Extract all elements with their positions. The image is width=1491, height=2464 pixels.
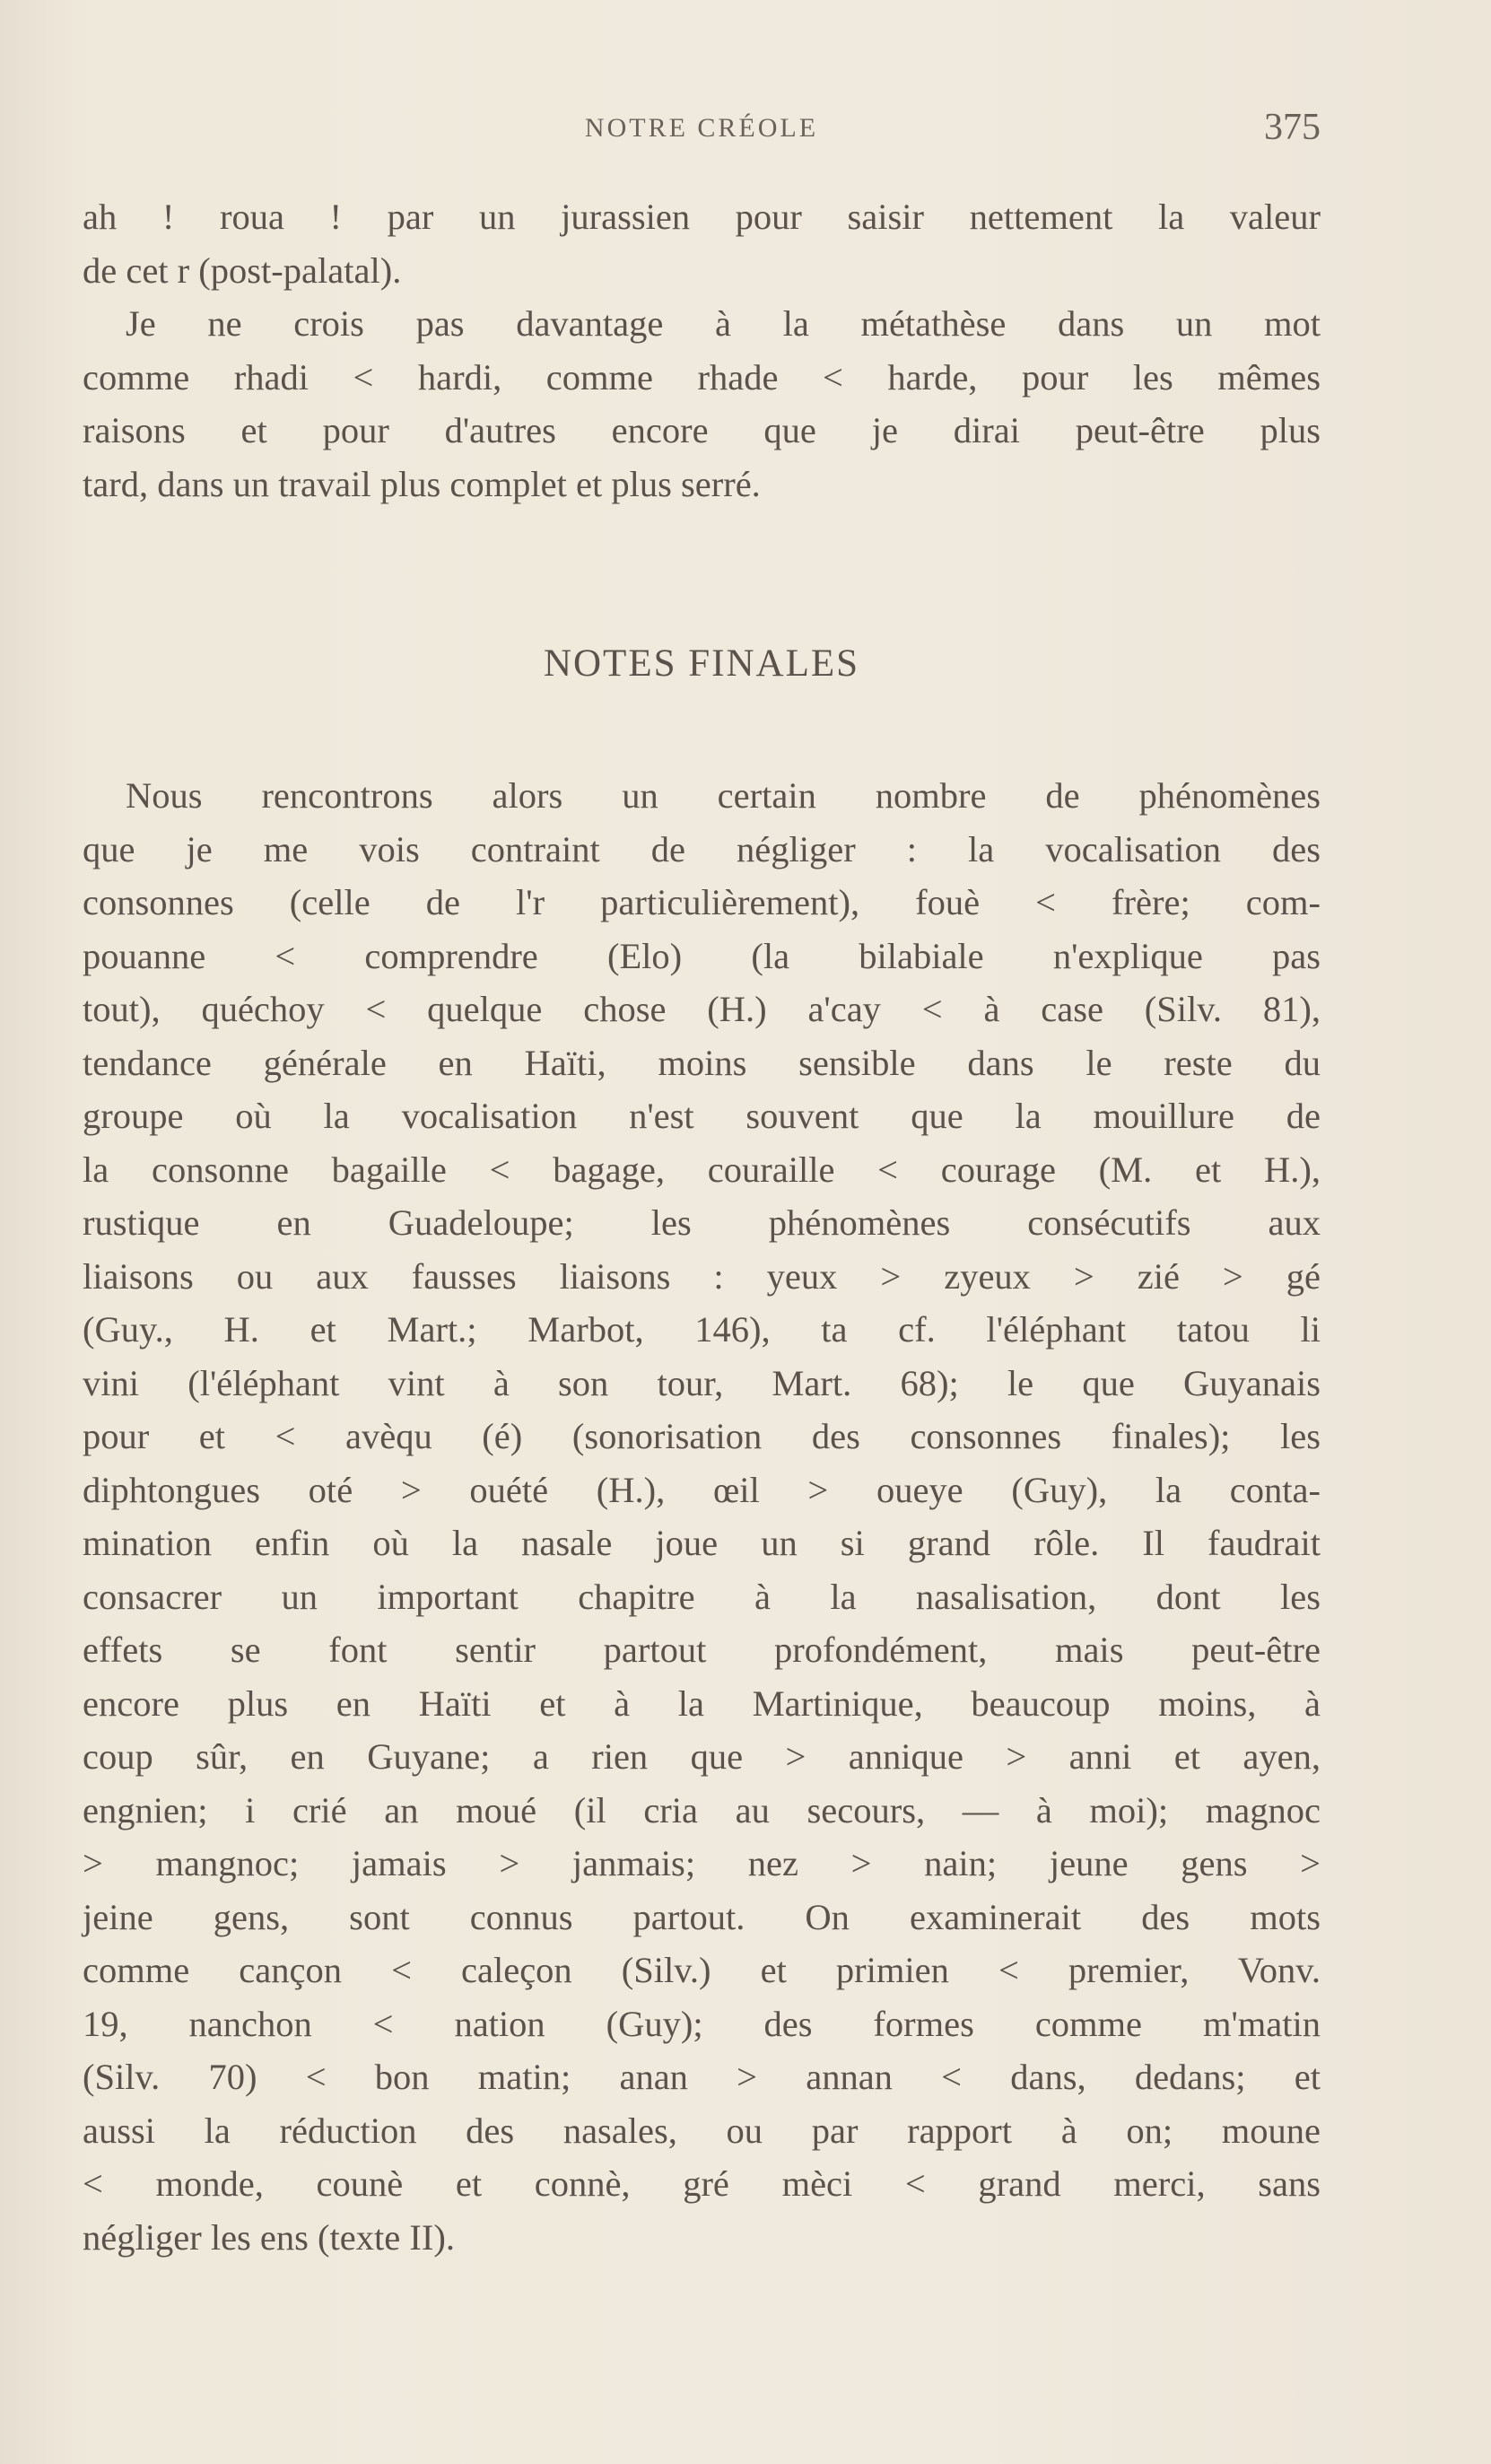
text-line: 19, nanchon < nation (Guy); des formes comme m'matin bbox=[83, 2003, 1321, 2044]
section-title: NOTES FINALES bbox=[543, 642, 860, 685]
text-line: coup sûr, en Guyane; a rien que > annique > anni et ayen, bbox=[83, 1736, 1321, 1777]
text-line: encore plus en Haïti et à la Martinique, beaucoup moins, à bbox=[83, 1682, 1321, 1724]
text-line: mination enfin où la nasale joue un si grand rôle. Il faudrait bbox=[83, 1523, 1321, 1563]
text-line: tout), quéchoy < quelque chose (H.) a'cay < à case (Silv. 81), bbox=[83, 989, 1321, 1029]
text-line: < monde, counè et connè, gré mèci < grand merci, sans bbox=[83, 2163, 1321, 2204]
text-line: la consonne bagaille < bagage, couraille < courage (M. et H.), bbox=[83, 1149, 1321, 1190]
text-line: diphtongues oté > ouété (H.), œil > oueye (Guy), la conta- bbox=[83, 1469, 1321, 1510]
running-head bbox=[83, 106, 1321, 151]
text-line: Je ne crois pas davantage à la métathèse dans un mot bbox=[126, 303, 1321, 344]
text-line: négliger les ens (texte II). bbox=[83, 2216, 455, 2258]
notes-paragraph bbox=[83, 769, 1321, 2264]
page-number: 375 bbox=[1264, 107, 1321, 148]
text-line: (Guy., H. et Mart.; Marbot, 146), ta cf. l'éléphant tatou li bbox=[83, 1309, 1321, 1350]
running-title: NOTRE CRÉOLE bbox=[584, 113, 819, 143]
intro-paragraphs bbox=[83, 190, 1321, 511]
text-line: > mangnoc; jamais > janmais; nez > nain; jeune gens > bbox=[83, 1843, 1321, 1883]
text-line: que je me vois contraint de négliger : la vocalisation des bbox=[83, 828, 1321, 869]
text-line: rustique en Guadeloupe; les phénomènes consécutifs aux bbox=[83, 1202, 1321, 1243]
text-line: Nous rencontrons alors un certain nombre de phénomènes bbox=[126, 775, 1321, 816]
text-line: tendance générale en Haïti, moins sensible dans le reste du bbox=[83, 1042, 1321, 1083]
text-line: comme rhadi < hardi, comme rhade < harde, pour les mêmes bbox=[83, 356, 1321, 398]
text-line: pouanne < comprendre (Elo) (la bilabiale n'explique pas bbox=[83, 935, 1321, 976]
text-line: (Silv. 70) < bon matin; anan > annan < dans, dedans; et bbox=[83, 2057, 1321, 2097]
text-line: liaisons ou aux fausses liaisons : yeux > zyeux > zié > gé bbox=[83, 1255, 1321, 1297]
text-line: raisons et pour d'autres encore que je dirai peut-être plus bbox=[83, 410, 1321, 450]
text-line: engnien; i crié an moué (il cria au secours, — à moi); magnoc bbox=[83, 1789, 1321, 1831]
text-line: tard, dans un travail plus complet et plus serré. bbox=[83, 463, 761, 504]
text-line: consacrer un important chapitre à la nasalisation, dont les bbox=[83, 1576, 1321, 1617]
text-line: aussi la réduction des nasales, ou par rapport à on; moune bbox=[83, 2110, 1321, 2151]
text-line: groupe où la vocalisation n'est souvent que la mouillure de bbox=[83, 1096, 1321, 1136]
text-line: vini (l'éléphant vint à son tour, Mart. 68); le que Guyanais bbox=[83, 1362, 1321, 1403]
text-line: de cet r (post-palatal). bbox=[83, 249, 402, 291]
text-line: consonnes (celle de l'r particulièrement), fouè < frère; com- bbox=[83, 882, 1321, 922]
text-line: comme cançon < caleçon (Silv.) et primien < premier, Vonv. bbox=[83, 1950, 1321, 1990]
text-line: pour et < avèqu (é) (sonorisation des consonnes finales); les bbox=[83, 1416, 1321, 1456]
text-line: ah ! roua ! par un jurassien pour saisir nettement la valeur bbox=[83, 197, 1321, 237]
text-line: jeine gens, sont connus partout. On examinerait des mots bbox=[83, 1896, 1321, 1937]
text-line: effets se font sentir partout profondément, mais peut-être bbox=[83, 1630, 1321, 1670]
